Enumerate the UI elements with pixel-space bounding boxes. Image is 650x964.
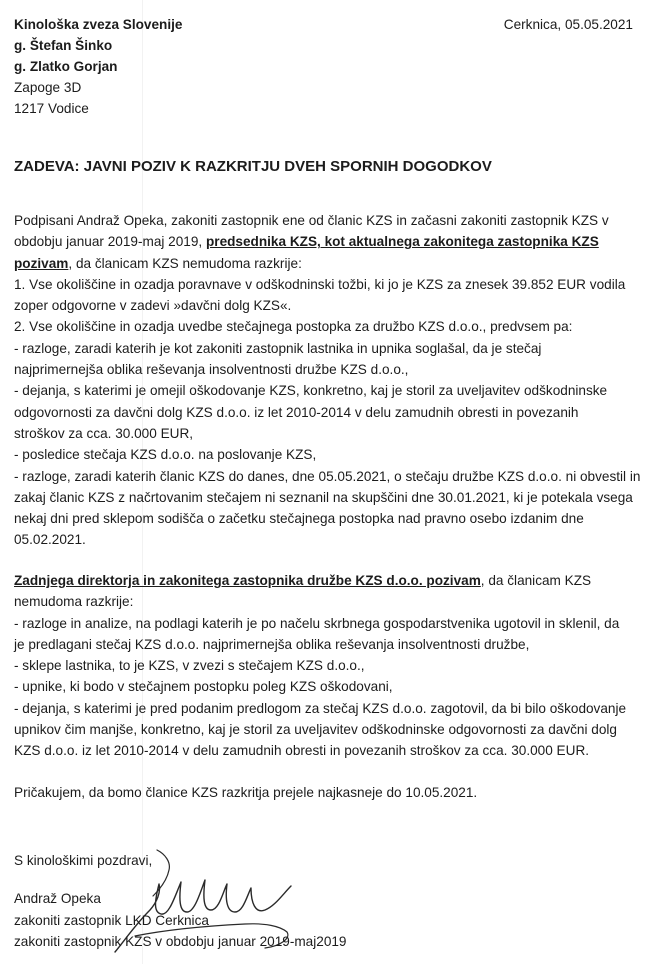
recipient-person-2: g. Zlatko Gorjan [14,59,118,74]
paragraph-first-call [14,210,640,551]
emphasis-underlined: Zadnjega direktorja in zakonitega zastopnika družbe KZS d.o.o. pozivam [14,573,481,588]
text-line: - posledice stečaja KZS d.o.o. na poslovanje KZS, [14,447,317,463]
text-line: 1. Vse okoliščine in ozadja poravnave v odškodninski tožbi, ki jo je KZS za znesek 39.852 EUR vodila [14,276,626,292]
text-line: najprimernejša oblika reševanja insolventnosti družbe KZS d.o.o., [14,362,409,378]
emphasis-underlined: predsednika KZS, kot aktualnega zakonitega zastopnika KZS [205,234,599,250]
text-line [14,570,640,591]
text-line: KZS d.o.o. iz let 2010-2014 v delu zamudnih obresti in povezanih stroškov za cca. 30.000 EUR. [14,743,590,759]
greeting: S kinološkimi pozdravi, [14,853,153,868]
text-line: nekaj dni pred sklepom sodišča o začetku stečajnega postopka nad pravno osebo izdanim dne [14,511,584,527]
signatory-role-1: zakoniti zastopnik LKD Cerknica [14,912,209,928]
text-span: obdobju januar 2019-maj 2019, [14,234,206,250]
text-span: , da članicam KZS nemudoma razkrije: [68,255,302,271]
text-line: 05.02.2021. [14,532,86,548]
text-line: 2. Vse okoliščine in ozadja uvedbe stečajnega postopka za družbo KZS d.o.o., predvsem pa: [14,319,573,335]
text-line: - razloge, zaradi katerih članic KZS do danes, dne 05.05.2021, o stečaju družbe KZS d.o.o. ni obvestil in [14,468,641,484]
signatory-role-2: zakoniti zastopnik KZS v obdobju januar 2019-maj2019 [14,934,347,949]
text-line: je predlagani stečaj KZS d.o.o. najprimernejša oblika reševanja insolventnosti družbe, [14,636,530,652]
recipient-address-block [14,14,182,119]
text-line: - razloge in analize, na podlagi katerih je po načelu skrbnega gospodarstvenika ugotovil in sklenil, da [14,615,620,631]
recipient-city: 1217 Vodice [14,101,89,116]
text-line: nemudoma razkrije: [14,594,134,610]
recipient-organization: Kinološka zveza Slovenije [14,17,183,32]
recipient-street: Zapoge 3D [14,80,82,95]
text-line: stroškov za cca. 30.000 EUR, [14,425,194,441]
text-line: - upnike, ki bodo v stečajnem postopku poleg KZS oškodovani, [14,679,393,695]
text-line: - dejanja, s katerimi je pred podanim predlogom za stečaj KZS d.o.o. zagotovil, da bi bilo oškodovanje [14,700,627,716]
text-line [14,231,640,252]
paragraph-second-call [14,570,640,762]
signatory-block [14,888,347,953]
text-line: upnikov čim manjše, konkretno, kaj je storil za uveljavitev odškodninske odgovornosti za davčni dolg [14,722,617,738]
text-line: - dejanja, s katerimi je omejil oškodovanje KZS, konkretno, kaj je storil za uveljavitev odškodninske [14,383,608,399]
text-line: - sklepe lastnika, to je KZS, v zvezi s stečajem KZS d.o.o., [14,658,365,674]
text-line: zoper odgovorne v zadevi »davčni dolg KZS«. [14,298,292,314]
closing-sentence: Pričakujem, da bomo članice KZS razkritja prejele najkasneje do 10.05.2021. [14,785,478,800]
text-line: Podpisani Andraž Opeka, zakoniti zastopnik ene od članic KZS in začasni zakoniti zastopnik KZS v [14,213,609,228]
emphasis-underlined: pozivam [14,255,69,271]
text-span: , da članicam KZS [480,573,592,588]
letter-date: Cerknica, 05.05.2021 [503,17,633,32]
letter-subject: ZADEVA: JAVNI POZIV K RAZKRITJU DVEH SPORNIH DOGODKOV [14,158,492,175]
text-line: zakaj članic KZS z načrtovanim stečajem ni seznanil na skupščini dne 30.01.2021, ki je potekala vsega [14,489,633,505]
text-line [14,253,640,274]
text-line: odgovornosti za davčni dolg KZS d.o.o. iz let 2010-2014 v delu zamudnih obresti in povezanih [14,404,579,420]
recipient-person-1: g. Štefan Šinko [14,38,113,53]
text-line: - razloge, zaradi katerih je kot zakoniti zastopnik lastnika in upnika soglašal, da je stečaj [14,340,542,356]
signatory-name: Andraž Opeka [14,891,101,906]
